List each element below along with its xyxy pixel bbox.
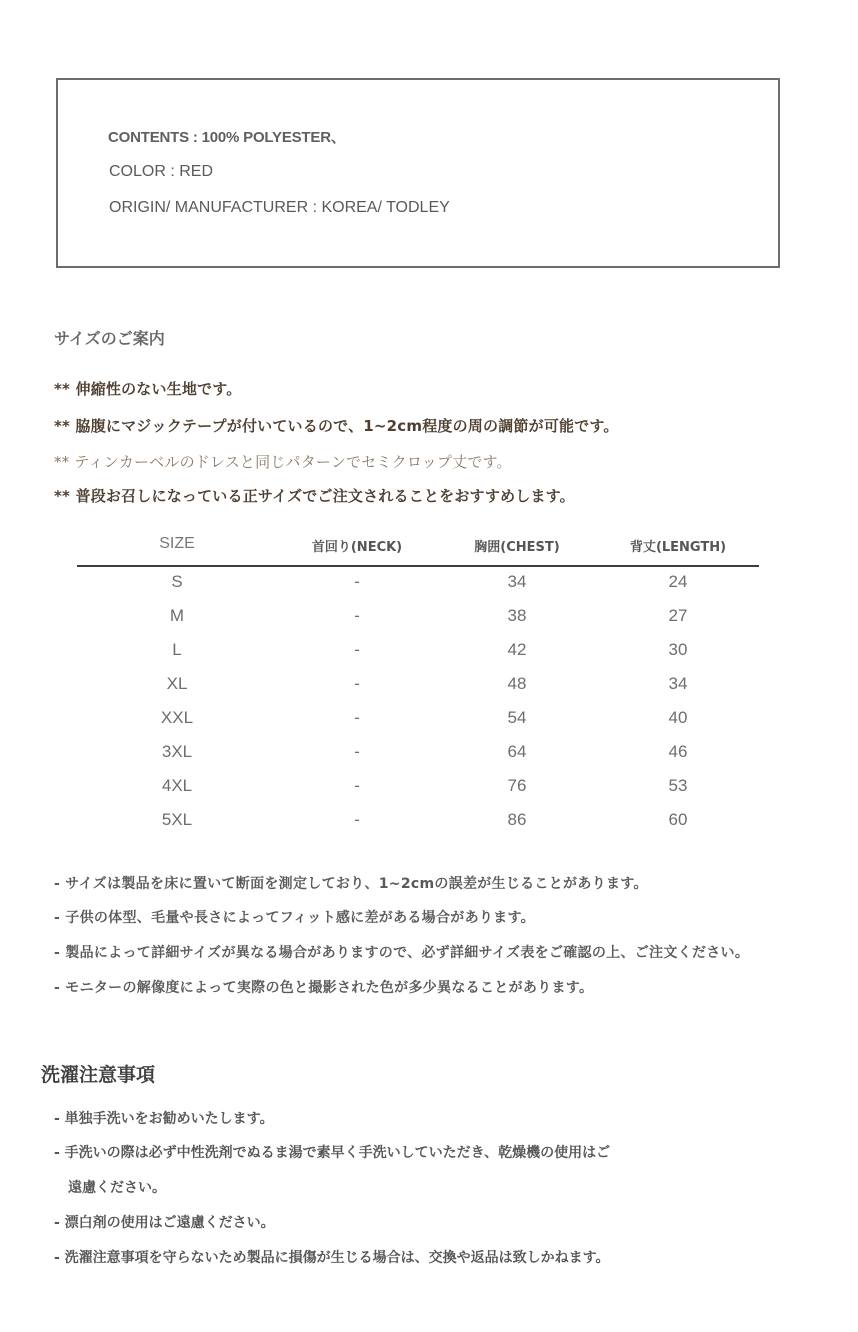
spec-origin: ORIGIN/ MANUFACTURER : KOREA/ TODLEY: [109, 199, 450, 216]
table-row: [77, 703, 759, 737]
table-row: [77, 737, 759, 771]
washing-title: 洗濯注意事項: [41, 1064, 156, 1086]
cell-length: 46: [668, 742, 688, 761]
cell-chest: 54: [507, 708, 527, 727]
header-chest: 胸囲(CHEST): [474, 540, 560, 555]
washing-item: - 洗濯注意事項を守らないため製品に損傷が生じる場合は、交換や返品は致しかねます。: [54, 1250, 610, 1266]
cell-length: 30: [668, 640, 688, 659]
cell-chest: 86: [507, 810, 527, 829]
header-size: SIZE: [159, 535, 195, 552]
cell-neck: -: [354, 606, 360, 625]
table-row: [77, 771, 759, 805]
size-remark: - モニターの解像度によって実際の色と撮影された色が多少異なることがあります。: [54, 980, 594, 996]
cell-size: S: [171, 572, 183, 591]
cell-chest: 38: [507, 606, 527, 625]
washing-item-continued: 遠慮ください。: [68, 1180, 166, 1196]
cell-chest: 34: [507, 572, 527, 591]
table-row: [77, 669, 759, 703]
size-note: ** 脇腹にマジックテープが付いているので、1~2cm程度の周の調節が可能です。: [54, 417, 619, 435]
cell-size: XL: [166, 674, 188, 693]
cell-neck: -: [354, 810, 360, 829]
cell-size: XXL: [160, 708, 194, 727]
washing-item: - 単独手洗いをお勧めいたします。: [54, 1111, 274, 1127]
size-table: [77, 532, 759, 839]
cell-length: 60: [668, 810, 688, 829]
cell-neck: -: [354, 776, 360, 795]
size-note: ** 伸縮性のない生地です。: [54, 380, 242, 398]
spec-contents: CONTENTS : 100% POLYESTER、: [108, 129, 346, 146]
cell-length: 34: [668, 674, 688, 693]
header-length: 背丈(LENGTH): [629, 540, 727, 555]
cell-size: L: [172, 640, 182, 659]
size-note: ** 普段お召しになっている正サイズでご注文されることをおすすめします。: [54, 487, 575, 505]
table-header: [77, 532, 759, 567]
header-neck: 首回り(NECK): [311, 540, 403, 555]
cell-size: 3XL: [161, 742, 193, 761]
cell-size: M: [169, 606, 185, 625]
size-remark: - 製品によって詳細サイズが異なる場合がありますので、必ず詳細サイズ表をご確認の上、ご注文ください。: [54, 945, 750, 961]
cell-length: 27: [668, 606, 688, 625]
table-row: [77, 601, 759, 635]
spec-color: COLOR : RED: [109, 163, 214, 180]
cell-size: 5XL: [161, 810, 193, 829]
cell-neck: -: [354, 640, 360, 659]
washing-item: - 手洗いの際は必ず中性洗剤でぬるま湯で素早く手洗いしていただき、乾燥機の使用はご: [54, 1145, 611, 1161]
cell-chest: 76: [507, 776, 527, 795]
size-note: ** ティンカーベルのドレスと同じパターンでセミクロップ丈です。: [54, 453, 512, 471]
product-spec-box: [56, 78, 780, 268]
size-remark: - サイズは製品を床に置いて断面を測定しており、1~2cmの誤差が生じることがあります。: [54, 876, 648, 892]
size-remark: - 子供の体型、毛量や長さによってフィット感に差がある場合があります。: [54, 910, 535, 926]
cell-neck: -: [354, 572, 360, 591]
washing-item: - 漂白剤の使用はご遠慮ください。: [54, 1215, 275, 1231]
cell-length: 40: [668, 708, 688, 727]
cell-length: 53: [668, 776, 688, 795]
cell-neck: -: [354, 708, 360, 727]
cell-chest: 64: [507, 742, 527, 761]
cell-length: 24: [668, 572, 688, 591]
table-row: [77, 805, 759, 839]
table-row: [77, 635, 759, 669]
cell-size: 4XL: [161, 776, 193, 795]
cell-chest: 48: [507, 674, 527, 693]
cell-neck: -: [354, 674, 360, 693]
cell-neck: -: [354, 742, 360, 761]
size-guide-title: サイズのご案内: [54, 329, 165, 348]
table-row: [77, 567, 759, 601]
cell-chest: 42: [507, 640, 527, 659]
